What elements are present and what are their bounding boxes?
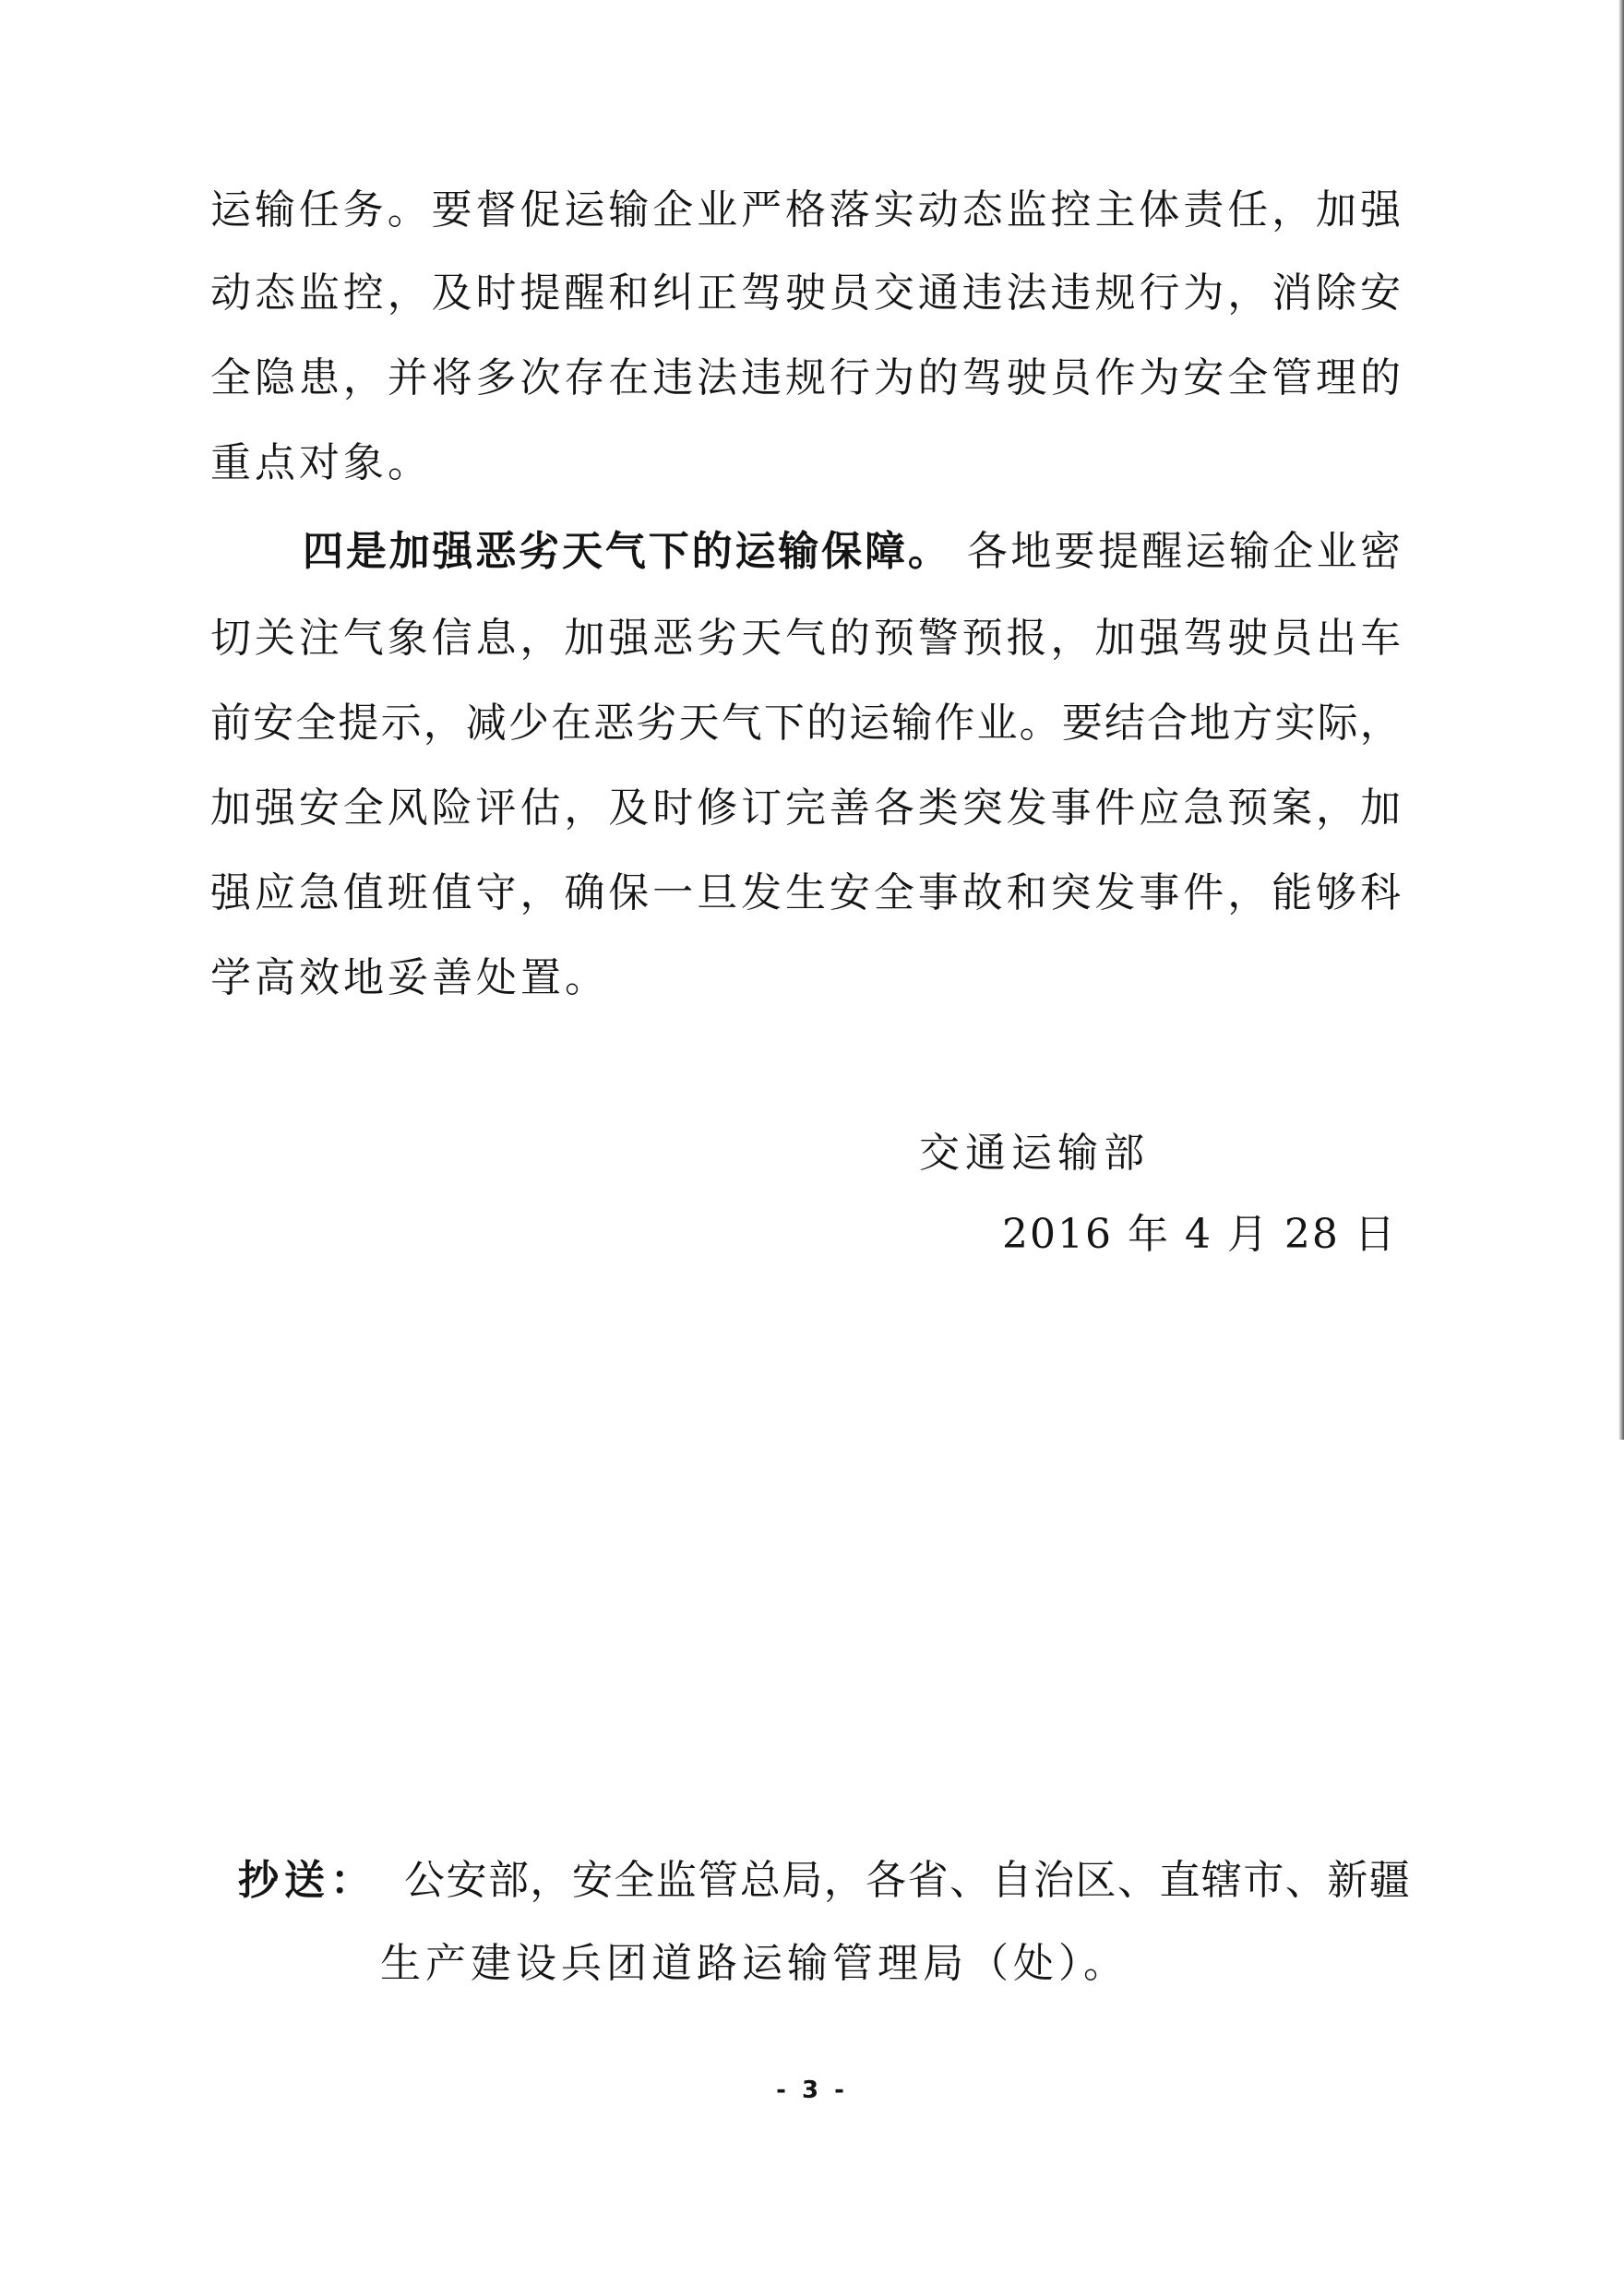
body-line: 加 强 安 全 风 险 评 估 ， 及 时 修 订 完 善 各 类 突 发 事 件 应 急 预 案 ， 加 xyxy=(210,784,1401,832)
body-line: 动 态 监 控 ， 及 时 提 醒 和 纠 正 驾 驶 员 交 通 违 法 违 规 行 为 ， 消 除 安 xyxy=(210,269,1401,317)
body-line: 运 输 任 务 。 要 督 促 运 输 企 业 严 格 落 实 动 态 监 控 主 体 责 任 ， 加 强 xyxy=(210,186,1401,233)
paragraph-2-text: 各 地 要 提 醒 运 输 企 业 密 xyxy=(967,528,1401,575)
body-line: 切 关 注 气 象 信 息 ， 加 强 恶 劣 天 气 的 预 警 预 报 ， 加 强 驾 驶 员 出 车 xyxy=(210,615,1401,662)
issue-date: 2016 年 4 月 28 日 xyxy=(1002,1211,1397,1258)
cc-first-line xyxy=(238,1855,1410,1907)
issuer-name: 交通运输部 xyxy=(919,1130,1150,1177)
cc-label: 抄送： xyxy=(238,1857,376,1904)
scan-edge-shadow xyxy=(1618,0,1624,1440)
cc-recipients-line-1: 公 安 部 ， 安 全 监 管 总 局 ， 各 省 、 自 治 区 、 直 辖 市 、 新 疆 xyxy=(404,1857,1410,1904)
body-line: 强 应 急 值 班 值 守 ， 确 保 一 旦 发 生 安 全 事 故 和 突 发 事 件 ， 能 够 科 xyxy=(210,869,1401,916)
body-line: 学高效地妥善处置。 xyxy=(210,954,609,1001)
cc-recipients-line-2: 生产建设兵团道路运输管理局（处）。 xyxy=(380,1940,1128,1987)
page-number: - 3 - xyxy=(776,2077,848,2104)
body-line: 全 隐 患 ， 并 将 多 次 存 在 违 法 违 规 行 为 的 驾 驶 员 作 为 安 全 管 理 的 xyxy=(210,354,1401,401)
paragraph-2-heading: 四 是 加 强 恶 劣 天 气 下 的 运 输 保 障 。 xyxy=(303,528,949,575)
body-line: 重点对象。 xyxy=(210,439,432,486)
body-line: 前 安 全 提 示 ， 减 少 在 恶 劣 天 气 下 的 运 输 作 业 。 要 结 合 地 方 实 际 ， xyxy=(210,700,1401,747)
paragraph-2-first-line xyxy=(303,526,1401,578)
